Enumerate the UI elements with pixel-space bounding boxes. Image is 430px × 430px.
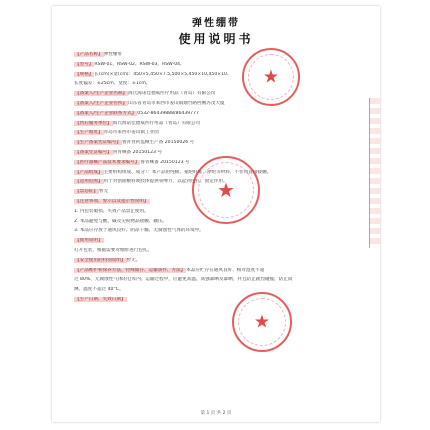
row-text: 山东省青岛市莱西市姜山镇烟台路西侧苏茂大厦 <box>128 101 225 106</box>
row-text: 暂无 <box>98 189 109 195</box>
document-row <box>74 238 368 244</box>
document-row <box>74 52 368 58</box>
document-row <box>74 111 368 117</box>
row-text: 淋。温度不超过 40°C。 <box>74 287 124 293</box>
document-row <box>74 91 368 97</box>
row-label: 【备案人/生产企业住所】 <box>75 101 128 106</box>
row-text: 鲁青械备 20150123 号 <box>140 159 190 165</box>
document-page <box>52 6 380 422</box>
row-text: 主要组构组成、成分）：本产品由纯棉、氨纶纤维、涤纶等材料，不作用直接接触。 <box>103 169 272 175</box>
row-label: 【备案人/生产企业联系方式】 <box>75 110 137 116</box>
document-row <box>74 101 368 107</box>
perforation-seal-edge <box>369 98 380 248</box>
row-text: 暂无。 <box>126 257 141 263</box>
row-label: 【型号】 <box>75 61 94 67</box>
row-label: 【产品维护和保养方法、特殊储存、运输条件、方法】 <box>75 267 186 273</box>
row-text: 2. 本品避免与酸、碱及尖锐物品接触、碾压。 <box>74 218 168 224</box>
row-label: 【注意事项、警示以及提示性说明】 <box>75 199 149 204</box>
document-title: 弹性绷带 <box>192 18 240 29</box>
row-label: 【备案凭证编号】 <box>75 150 112 155</box>
row-text: 弹性绷带 <box>103 52 122 57</box>
document-row <box>74 62 368 68</box>
row-text: 长(cm)×宽(cm)：450×5,450×7.5,500×5,450×10,450×10。 <box>94 71 232 77</box>
row-label: 【医疗器械产品技术要求编号】 <box>75 159 140 165</box>
row-label: 【售后服务单位】 <box>75 120 112 126</box>
document-row <box>74 121 368 127</box>
row-label: 【禁忌症】 <box>75 189 98 195</box>
seal-stamp-top: ★ <box>242 48 300 106</box>
row-label: 【备案人/生产企业名称】 <box>75 91 128 97</box>
document-row <box>74 268 368 274</box>
row-text: 1. 内包装破损、失效产品禁止使用。 <box>74 208 149 214</box>
row-text: 0532-86439888/86439777 <box>137 110 199 116</box>
document-subtitle: 使用说明书 <box>178 32 254 46</box>
document-row <box>74 150 368 156</box>
row-label: 【使用说明】 <box>75 238 103 244</box>
document-row <box>74 297 368 303</box>
row-text: 3. 本品应存放于通风良好、阴凉干燥、无腐蚀性气体的环境中。 <box>74 228 204 234</box>
row-text: 本品应贮存在通风良好、相对湿度不超 <box>186 267 265 273</box>
row-label: 【生产备案凭证编号】 <box>75 140 121 146</box>
seal-stamp-middle: ★ <box>192 156 260 224</box>
row-text: 用于对创面敷料或肢体提供束缚力，以起到包扎、固定作用。 <box>103 179 228 185</box>
document-row <box>74 140 368 146</box>
document-row <box>74 277 368 283</box>
row-label: 【生产日期、失效日期】 <box>75 297 126 302</box>
document-row <box>74 228 368 234</box>
row-text: RSW-01、RSW-02、RSW-03、RSW-04。 <box>94 61 185 67</box>
row-label: 【产品名称】 <box>75 52 103 57</box>
document-row <box>74 130 368 136</box>
row-label: 【规格】 <box>75 71 94 77</box>
row-text: 青岛市莱西市姜山镇工业园 <box>103 130 159 136</box>
row-text: 鲁青械备 20150123 号 <box>112 150 163 155</box>
row-label: 【适用范围】 <box>75 179 103 185</box>
document-row <box>74 248 368 254</box>
page-number: 第 1 页 共 2 页 <box>200 411 232 416</box>
row-text: 打开包装，根据需要对绷带进行包扎。 <box>74 248 153 253</box>
document-row <box>74 81 368 87</box>
row-text: 海氏海诺佳德威医疗用品（青岛）有限公司 <box>128 91 216 97</box>
row-text: 长度偏差：±25cm，宽度：±1cm。 <box>74 81 151 87</box>
row-text: 鲁青食药监械生产备 20150026 号 <box>121 140 195 146</box>
row-label: 【产品组成】 <box>75 169 103 175</box>
document-row <box>74 258 368 264</box>
row-text: 过 80%、无腐蚀性气体的仓库内。运输过程中，应避免高温、高强暴晒及暴晒，并且防止剧烈碰撞，防止雨 <box>74 277 293 283</box>
row-label: 【生产地址】 <box>75 130 103 136</box>
document-row <box>74 72 368 78</box>
row-text: 海氏海诺佳德威医疗用品（青岛）有限公司 <box>112 120 201 126</box>
document-row <box>74 287 368 293</box>
row-label: 【安全使用的特别说明】 <box>75 257 126 263</box>
seal-stamp-bottom: ★ <box>232 292 292 352</box>
